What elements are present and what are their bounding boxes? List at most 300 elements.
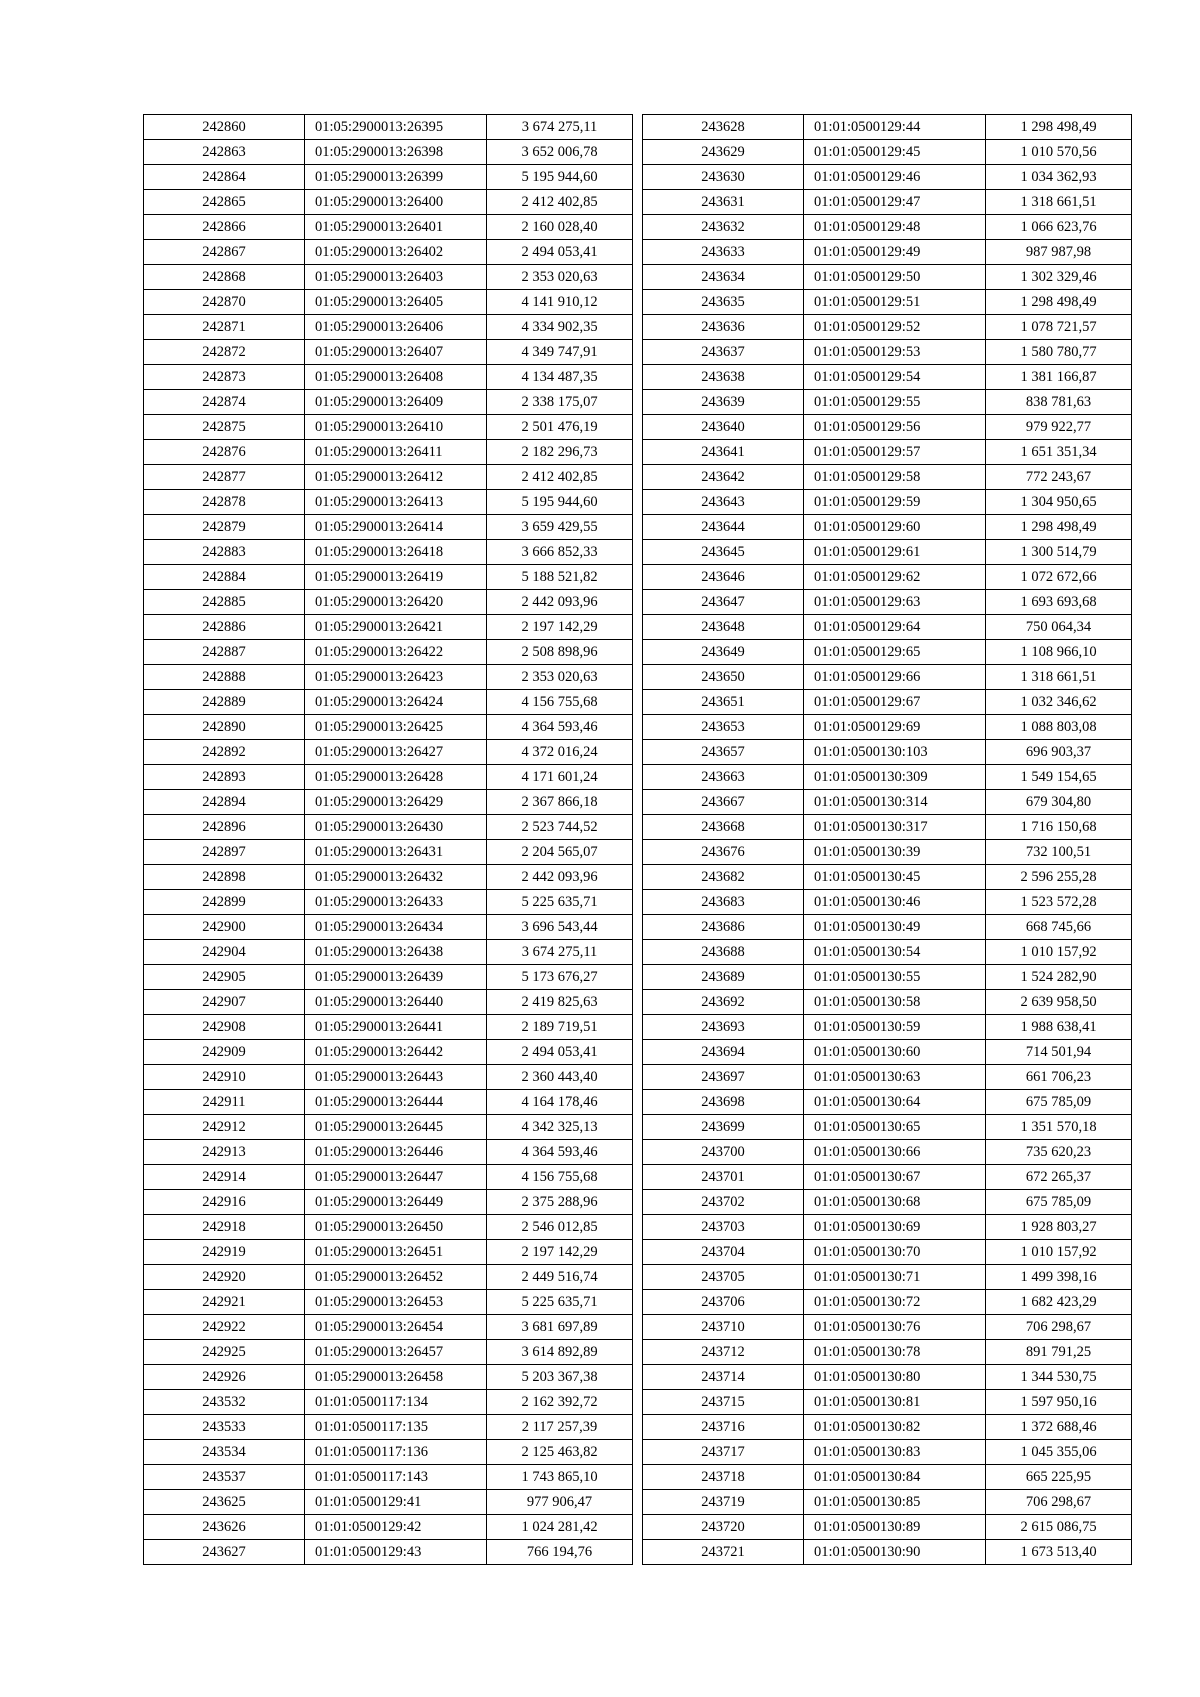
cadastral-number-cell: 01:05:2900013:26449: [305, 1190, 487, 1215]
value-cell: 2 360 443,40: [487, 1065, 633, 1090]
cadastral-number-cell: 01:05:2900013:26441: [305, 1015, 487, 1040]
value-cell: 5 188 521,82: [487, 565, 633, 590]
value-cell: 1 108 966,10: [986, 640, 1132, 665]
value-cell: 2 189 719,51: [487, 1015, 633, 1040]
value-cell: 1 988 638,41: [986, 1015, 1132, 1040]
value-cell: 2 353 020,63: [487, 665, 633, 690]
row-number-cell: 243698: [643, 1090, 804, 1115]
cadastral-number-cell: 01:01:0500130:82: [804, 1415, 986, 1440]
table-row: [643, 465, 1132, 490]
table-row: [144, 165, 633, 190]
left-table-body: [144, 115, 633, 1565]
cadastral-number-cell: 01:01:0500129:48: [804, 215, 986, 240]
cadastral-number-cell: 01:01:0500130:54: [804, 940, 986, 965]
value-cell: 3 659 429,55: [487, 515, 633, 540]
table-row: [144, 1015, 633, 1040]
cadastral-number-cell: 01:05:2900013:26432: [305, 865, 487, 890]
cadastral-number-cell: 01:01:0500129:54: [804, 365, 986, 390]
value-cell: 4 342 325,13: [487, 1115, 633, 1140]
cadastral-number-cell: 01:01:0500130:68: [804, 1190, 986, 1215]
cadastral-number-cell: 01:01:0500129:61: [804, 540, 986, 565]
table-row: [144, 190, 633, 215]
table-row: [144, 990, 633, 1015]
row-number-cell: 243650: [643, 665, 804, 690]
row-number-cell: 243651: [643, 690, 804, 715]
value-cell: 4 141 910,12: [487, 290, 633, 315]
table-row: [144, 1290, 633, 1315]
cadastral-number-cell: 01:01:0500130:55: [804, 965, 986, 990]
value-cell: 3 652 006,78: [487, 140, 633, 165]
row-number-cell: 243643: [643, 490, 804, 515]
row-number-cell: 242909: [144, 1040, 305, 1065]
table-row: [144, 515, 633, 540]
value-cell: 2 125 463,82: [487, 1440, 633, 1465]
value-cell: 1 351 570,18: [986, 1115, 1132, 1140]
table-row: [144, 215, 633, 240]
table-row: [144, 1115, 633, 1140]
value-cell: 4 171 601,24: [487, 765, 633, 790]
value-cell: 2 523 744,52: [487, 815, 633, 840]
value-cell: 1 682 423,29: [986, 1290, 1132, 1315]
value-cell: 1 318 661,51: [986, 190, 1132, 215]
cadastral-number-cell: 01:05:2900013:26414: [305, 515, 487, 540]
cadastral-number-cell: 01:01:0500117:134: [305, 1390, 487, 1415]
left-table: [143, 114, 633, 1565]
row-number-cell: 242889: [144, 690, 305, 715]
table-row: [144, 865, 633, 890]
row-number-cell: 242922: [144, 1315, 305, 1340]
cadastral-number-cell: 01:05:2900013:26424: [305, 690, 487, 715]
cadastral-number-cell: 01:01:0500130:76: [804, 1315, 986, 1340]
row-number-cell: 242873: [144, 365, 305, 390]
row-number-cell: 242886: [144, 615, 305, 640]
table-row: [643, 1415, 1132, 1440]
cadastral-number-cell: 01:01:0500129:69: [804, 715, 986, 740]
cadastral-number-cell: 01:01:0500129:58: [804, 465, 986, 490]
table-row: [643, 1240, 1132, 1265]
row-number-cell: 242870: [144, 290, 305, 315]
value-cell: 1 066 623,76: [986, 215, 1132, 240]
table-row: [643, 1090, 1132, 1115]
value-cell: 1 032 346,62: [986, 690, 1132, 715]
table-row: [643, 690, 1132, 715]
value-cell: 5 195 944,60: [487, 490, 633, 515]
cadastral-number-cell: 01:01:0500130:83: [804, 1440, 986, 1465]
cadastral-number-cell: 01:05:2900013:26408: [305, 365, 487, 390]
table-row: [144, 1365, 633, 1390]
table-row: [643, 265, 1132, 290]
row-number-cell: 243637: [643, 340, 804, 365]
cadastral-number-cell: 01:01:0500117:136: [305, 1440, 487, 1465]
row-number-cell: 242876: [144, 440, 305, 465]
row-number-cell: 243718: [643, 1465, 804, 1490]
cadastral-number-cell: 01:05:2900013:26409: [305, 390, 487, 415]
cadastral-number-cell: 01:01:0500130:78: [804, 1340, 986, 1365]
value-cell: 2 162 392,72: [487, 1390, 633, 1415]
row-number-cell: 243630: [643, 165, 804, 190]
cadastral-number-cell: 01:05:2900013:26399: [305, 165, 487, 190]
table-row: [144, 1465, 633, 1490]
table-row: [144, 240, 633, 265]
cadastral-number-cell: 01:05:2900013:26451: [305, 1240, 487, 1265]
value-cell: 2 204 565,07: [487, 840, 633, 865]
value-cell: 5 203 367,38: [487, 1365, 633, 1390]
cadastral-number-cell: 01:01:0500117:135: [305, 1415, 487, 1440]
row-number-cell: 242926: [144, 1365, 305, 1390]
value-cell: 750 064,34: [986, 615, 1132, 640]
cadastral-number-cell: 01:05:2900013:26452: [305, 1265, 487, 1290]
row-number-cell: 243700: [643, 1140, 804, 1165]
row-number-cell: 242890: [144, 715, 305, 740]
value-cell: 4 364 593,46: [487, 715, 633, 740]
cadastral-number-cell: 01:05:2900013:26419: [305, 565, 487, 590]
table-row: [643, 415, 1132, 440]
table-row: [643, 1315, 1132, 1340]
row-number-cell: 242887: [144, 640, 305, 665]
cadastral-number-cell: 01:05:2900013:26453: [305, 1290, 487, 1315]
value-cell: 2 442 093,96: [487, 865, 633, 890]
row-number-cell: 242912: [144, 1115, 305, 1140]
value-cell: 2 442 093,96: [487, 590, 633, 615]
value-cell: 661 706,23: [986, 1065, 1132, 1090]
value-cell: 5 195 944,60: [487, 165, 633, 190]
cadastral-number-cell: 01:05:2900013:26443: [305, 1065, 487, 1090]
row-number-cell: 242865: [144, 190, 305, 215]
value-cell: 2 639 958,50: [986, 990, 1132, 1015]
table-row: [643, 590, 1132, 615]
row-number-cell: 243641: [643, 440, 804, 465]
value-cell: 2 367 866,18: [487, 790, 633, 815]
row-number-cell: 242908: [144, 1015, 305, 1040]
row-number-cell: 243537: [144, 1465, 305, 1490]
value-cell: 2 353 020,63: [487, 265, 633, 290]
value-cell: 1 298 498,49: [986, 290, 1132, 315]
cadastral-number-cell: 01:05:2900013:26458: [305, 1365, 487, 1390]
value-cell: 2 197 142,29: [487, 1240, 633, 1265]
cadastral-number-cell: 01:05:2900013:26447: [305, 1165, 487, 1190]
value-cell: 2 449 516,74: [487, 1265, 633, 1290]
row-number-cell: 242893: [144, 765, 305, 790]
row-number-cell: 243533: [144, 1415, 305, 1440]
table-row: [144, 1090, 633, 1115]
value-cell: 1 743 865,10: [487, 1465, 633, 1490]
row-number-cell: 242878: [144, 490, 305, 515]
cadastral-number-cell: 01:01:0500130:81: [804, 1390, 986, 1415]
row-number-cell: 243716: [643, 1415, 804, 1440]
cadastral-number-cell: 01:01:0500130:309: [804, 765, 986, 790]
row-number-cell: 243683: [643, 890, 804, 915]
row-number-cell: 243642: [643, 465, 804, 490]
cadastral-number-cell: 01:05:2900013:26411: [305, 440, 487, 465]
value-cell: 732 100,51: [986, 840, 1132, 865]
cadastral-number-cell: 01:01:0500129:67: [804, 690, 986, 715]
cadastral-number-cell: 01:01:0500130:71: [804, 1265, 986, 1290]
row-number-cell: 243628: [643, 115, 804, 140]
value-cell: 679 304,80: [986, 790, 1132, 815]
row-number-cell: 242885: [144, 590, 305, 615]
cadastral-number-cell: 01:05:2900013:26422: [305, 640, 487, 665]
value-cell: 675 785,09: [986, 1190, 1132, 1215]
value-cell: 838 781,63: [986, 390, 1132, 415]
row-number-cell: 243712: [643, 1340, 804, 1365]
cadastral-number-cell: 01:01:0500129:46: [804, 165, 986, 190]
value-cell: 4 156 755,68: [487, 1165, 633, 1190]
cadastral-number-cell: 01:05:2900013:26440: [305, 990, 487, 1015]
cadastral-number-cell: 01:05:2900013:26444: [305, 1090, 487, 1115]
table-row: [643, 965, 1132, 990]
table-row: [144, 1515, 633, 1540]
table-row: [643, 1465, 1132, 1490]
value-cell: 1 318 661,51: [986, 665, 1132, 690]
cadastral-number-cell: 01:05:2900013:26434: [305, 915, 487, 940]
table-row: [643, 1490, 1132, 1515]
cadastral-number-cell: 01:01:0500129:41: [305, 1490, 487, 1515]
cadastral-number-cell: 01:01:0500129:42: [305, 1515, 487, 1540]
row-number-cell: 243682: [643, 865, 804, 890]
row-number-cell: 243693: [643, 1015, 804, 1040]
cadastral-number-cell: 01:05:2900013:26413: [305, 490, 487, 515]
value-cell: 1 010 157,92: [986, 940, 1132, 965]
table-row: [144, 740, 633, 765]
row-number-cell: 242892: [144, 740, 305, 765]
cadastral-number-cell: 01:05:2900013:26423: [305, 665, 487, 690]
cadastral-number-cell: 01:01:0500129:44: [804, 115, 986, 140]
table-row: [144, 1240, 633, 1265]
cadastral-number-cell: 01:01:0500117:143: [305, 1465, 487, 1490]
row-number-cell: 242888: [144, 665, 305, 690]
table-row: [643, 1390, 1132, 1415]
value-cell: 3 674 275,11: [487, 115, 633, 140]
table-row: [144, 1490, 633, 1515]
value-cell: 2 182 296,73: [487, 440, 633, 465]
value-cell: 1 045 355,06: [986, 1440, 1132, 1465]
row-number-cell: 243625: [144, 1490, 305, 1515]
value-cell: 2 412 402,85: [487, 190, 633, 215]
row-number-cell: 243534: [144, 1440, 305, 1465]
row-number-cell: 242910: [144, 1065, 305, 1090]
value-cell: 4 164 178,46: [487, 1090, 633, 1115]
cadastral-number-cell: 01:01:0500130:70: [804, 1240, 986, 1265]
value-cell: 772 243,67: [986, 465, 1132, 490]
table-row: [144, 665, 633, 690]
row-number-cell: 243686: [643, 915, 804, 940]
cadastral-number-cell: 01:01:0500130:84: [804, 1465, 986, 1490]
row-number-cell: 243702: [643, 1190, 804, 1215]
right-table: [642, 114, 1132, 1565]
table-row: [144, 1215, 633, 1240]
cadastral-number-cell: 01:05:2900013:26438: [305, 940, 487, 965]
right-table-body: [643, 115, 1132, 1565]
row-number-cell: 243646: [643, 565, 804, 590]
table-row: [144, 915, 633, 940]
cadastral-number-cell: 01:01:0500130:85: [804, 1490, 986, 1515]
cadastral-number-cell: 01:01:0500129:50: [804, 265, 986, 290]
row-number-cell: 243714: [643, 1365, 804, 1390]
value-cell: 2 596 255,28: [986, 865, 1132, 890]
table-row: [643, 1065, 1132, 1090]
cadastral-number-cell: 01:05:2900013:26402: [305, 240, 487, 265]
row-number-cell: 242879: [144, 515, 305, 540]
value-cell: 1 499 398,16: [986, 1265, 1132, 1290]
table-row: [643, 515, 1132, 540]
row-number-cell: 242897: [144, 840, 305, 865]
table-row: [144, 965, 633, 990]
row-number-cell: 242900: [144, 915, 305, 940]
table-row: [144, 1265, 633, 1290]
table-row: [643, 1040, 1132, 1065]
value-cell: 3 696 543,44: [487, 915, 633, 940]
row-number-cell: 243704: [643, 1240, 804, 1265]
value-cell: 1 693 693,68: [986, 590, 1132, 615]
row-number-cell: 243631: [643, 190, 804, 215]
cadastral-number-cell: 01:01:0500129:60: [804, 515, 986, 540]
row-number-cell: 242904: [144, 940, 305, 965]
table-row: [643, 990, 1132, 1015]
table-row: [643, 765, 1132, 790]
row-number-cell: 242860: [144, 115, 305, 140]
value-cell: 1 088 803,08: [986, 715, 1132, 740]
value-cell: 2 546 012,85: [487, 1215, 633, 1240]
table-row: [144, 1540, 633, 1565]
row-number-cell: 243710: [643, 1315, 804, 1340]
row-number-cell: 242894: [144, 790, 305, 815]
value-cell: 2 615 086,75: [986, 1515, 1132, 1540]
table-row: [144, 140, 633, 165]
row-number-cell: 243627: [144, 1540, 305, 1565]
cadastral-number-cell: 01:01:0500129:43: [305, 1540, 487, 1565]
table-row: [643, 115, 1132, 140]
table-row: [643, 1115, 1132, 1140]
value-cell: 1 300 514,79: [986, 540, 1132, 565]
table-row: [643, 1190, 1132, 1215]
row-number-cell: 243663: [643, 765, 804, 790]
table-row: [144, 940, 633, 965]
cadastral-number-cell: 01:01:0500129:57: [804, 440, 986, 465]
table-row: [643, 615, 1132, 640]
table-row: [643, 315, 1132, 340]
cadastral-number-cell: 01:01:0500130:66: [804, 1140, 986, 1165]
cadastral-number-cell: 01:01:0500130:49: [804, 915, 986, 940]
row-number-cell: 243634: [643, 265, 804, 290]
value-cell: 1 597 950,16: [986, 1390, 1132, 1415]
row-number-cell: 242899: [144, 890, 305, 915]
row-number-cell: 242918: [144, 1215, 305, 1240]
row-number-cell: 242920: [144, 1265, 305, 1290]
table-row: [144, 1140, 633, 1165]
value-cell: 1 078 721,57: [986, 315, 1132, 340]
table-row: [144, 765, 633, 790]
table-row: [643, 1140, 1132, 1165]
row-number-cell: 243657: [643, 740, 804, 765]
table-row: [643, 640, 1132, 665]
cadastral-number-cell: 01:01:0500130:317: [804, 815, 986, 840]
value-cell: 1 298 498,49: [986, 515, 1132, 540]
value-cell: 668 745,66: [986, 915, 1132, 940]
cadastral-number-cell: 01:01:0500129:65: [804, 640, 986, 665]
value-cell: 1 928 803,27: [986, 1215, 1132, 1240]
table-row: [144, 1390, 633, 1415]
row-number-cell: 243626: [144, 1515, 305, 1540]
table-row: [144, 415, 633, 440]
value-cell: 1 372 688,46: [986, 1415, 1132, 1440]
row-number-cell: 243644: [643, 515, 804, 540]
row-number-cell: 243715: [643, 1390, 804, 1415]
row-number-cell: 242916: [144, 1190, 305, 1215]
value-cell: 2 117 257,39: [487, 1415, 633, 1440]
row-number-cell: 242868: [144, 265, 305, 290]
cadastral-number-cell: 01:05:2900013:26450: [305, 1215, 487, 1240]
row-number-cell: 243697: [643, 1065, 804, 1090]
cadastral-number-cell: 01:01:0500129:53: [804, 340, 986, 365]
row-number-cell: 242871: [144, 315, 305, 340]
table-row: [643, 165, 1132, 190]
value-cell: 987 987,98: [986, 240, 1132, 265]
row-number-cell: 243688: [643, 940, 804, 965]
cadastral-number-cell: 01:05:2900013:26418: [305, 540, 487, 565]
table-row: [643, 665, 1132, 690]
cadastral-number-cell: 01:01:0500129:66: [804, 665, 986, 690]
cadastral-number-cell: 01:05:2900013:26421: [305, 615, 487, 640]
table-row: [144, 640, 633, 665]
value-cell: 1 302 329,46: [986, 265, 1132, 290]
cadastral-number-cell: 01:01:0500129:64: [804, 615, 986, 640]
cadastral-number-cell: 01:05:2900013:26410: [305, 415, 487, 440]
row-number-cell: 243699: [643, 1115, 804, 1140]
cadastral-number-cell: 01:05:2900013:26398: [305, 140, 487, 165]
table-row: [144, 290, 633, 315]
value-cell: 1 673 513,40: [986, 1540, 1132, 1565]
cadastral-number-cell: 01:01:0500130:60: [804, 1040, 986, 1065]
value-cell: 1 010 570,56: [986, 140, 1132, 165]
row-number-cell: 243635: [643, 290, 804, 315]
row-number-cell: 242883: [144, 540, 305, 565]
row-number-cell: 242872: [144, 340, 305, 365]
value-cell: 4 372 016,24: [487, 740, 633, 765]
row-number-cell: 243668: [643, 815, 804, 840]
row-number-cell: 243640: [643, 415, 804, 440]
value-cell: 766 194,76: [487, 1540, 633, 1565]
row-number-cell: 243633: [643, 240, 804, 265]
row-number-cell: 242874: [144, 390, 305, 415]
cadastral-number-cell: 01:05:2900013:26431: [305, 840, 487, 865]
table-row: [643, 790, 1132, 815]
row-number-cell: 242875: [144, 415, 305, 440]
row-number-cell: 242907: [144, 990, 305, 1015]
table-row: [643, 1515, 1132, 1540]
value-cell: 3 666 852,33: [487, 540, 633, 565]
cadastral-number-cell: 01:01:0500130:59: [804, 1015, 986, 1040]
value-cell: 1 580 780,77: [986, 340, 1132, 365]
cadastral-number-cell: 01:05:2900013:26445: [305, 1115, 487, 1140]
cadastral-number-cell: 01:01:0500130:65: [804, 1115, 986, 1140]
row-number-cell: 242877: [144, 465, 305, 490]
value-cell: 3 674 275,11: [487, 940, 633, 965]
cadastral-number-cell: 01:01:0500129:59: [804, 490, 986, 515]
cadastral-number-cell: 01:01:0500130:39: [804, 840, 986, 865]
row-number-cell: 243667: [643, 790, 804, 815]
value-cell: 4 334 902,35: [487, 315, 633, 340]
row-number-cell: 243721: [643, 1540, 804, 1565]
row-number-cell: 243639: [643, 390, 804, 415]
table-row: [144, 1315, 633, 1340]
table-row: [643, 1165, 1132, 1190]
table-row: [144, 265, 633, 290]
table-row: [144, 715, 633, 740]
cadastral-number-cell: 01:05:2900013:26425: [305, 715, 487, 740]
table-row: [144, 340, 633, 365]
cadastral-number-cell: 01:05:2900013:26412: [305, 465, 487, 490]
table-row: [643, 815, 1132, 840]
